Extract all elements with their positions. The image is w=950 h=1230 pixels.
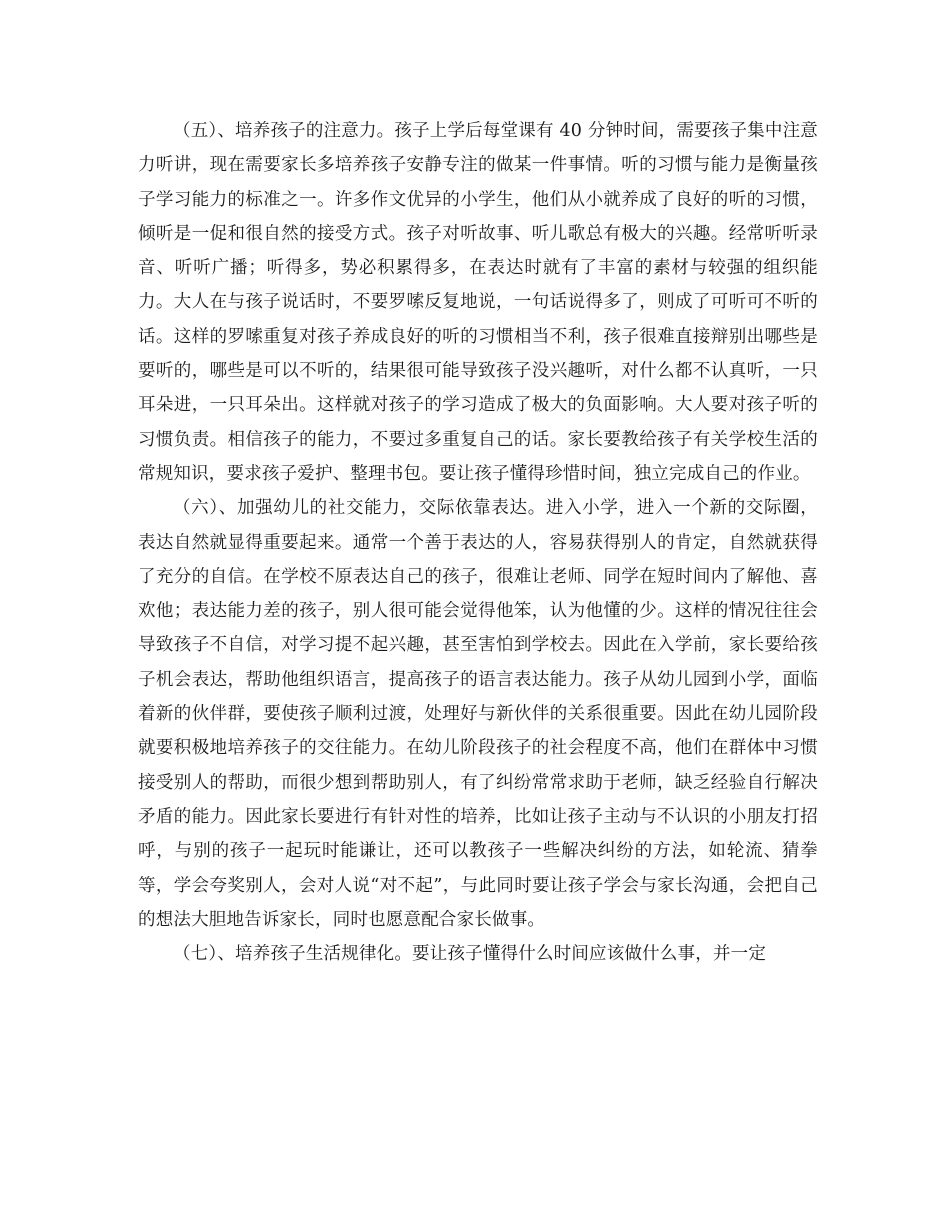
paragraph-six: （六）、加强幼儿的社交能力，交际依靠表达。进入小学，进入一个新的交际圈，表达自然就显得重要起来。通常一个善于表达的人，容易获得别人的肯定，自然就获得了充分的自信。在学校不原表达自己的孩子，很难让老师、同学在短时间内了解他、喜欢他；表达能力差的孩子，别人很可能会觉得他笨，认为他懂的少。这样的情况往往会导致孩子不自信，对学习提不起兴趣，甚至害怕到学校去。因此在入学前，家长要给孩子机会表达，帮助他组织语言，提高孩子的语言表达能力。孩子从幼儿园到小学，面临着新的伙伴群，要使孩子顺利过渡，处理好与新伙伴的关系很重要。因此在幼儿园阶段就要积极地培养孩子的交往能力。在幼儿阶段孩子的社会程度不高，他们在群体中习惯接受别人的帮助，而很少想到帮助别人，有了纠纷常常求助于老师，缺乏经验自行解决矛盾的能力。因此家长要进行有针对性的培养，比如让孩子主动与不认识的小朋友打招呼，与别的孩子一起玩时能谦让，还可以教孩子一些解决纠纷的方法，如轮流、猜拳等，学会夸奖别人，会对人说“对不起”，与此同时要让孩子学会与家长沟通，会把自己的想法大胆地告诉家长，同时也愿意配合家长做事。 [138,498,818,930]
document-body [138,114,818,971]
paragraph-five: （五）、培养孩子的注意力。孩子上学后每堂课有 40 分钟时间，需要孩子集中注意力听讲，现在需要家长多培养孩子安静专注的做某一件事情。听的习惯与能力是衡量孩子学习能力的标准之一。许多作文优异的小学生，他们从小就养成了良好的听的习惯，倾听是一促和很自然的接受方式。孩子对听故事、听儿歌总有极大的兴趣。经常听听录音、听听广播；听得多，势必积累得多，在表达时就有了丰富的素材与较强的组织能力。大人在与孩子说话时，不要罗嗦反复地说，一句话说得多了，则成了可听可不听的话。这样的罗嗦重复对孩子养成良好的听的习惯相当不利，孩子很难直接辩别出哪些是要听的，哪些是可以不听的，结果很可能导致孩子没兴趣听，对什么都不认真听，一只耳朵进，一只耳朵出。这样就对孩子的学习造成了极大的负面影响。大人要对孩子听的习惯负责。相信孩子的能力，不要过多重复自己的话。家长要教给孩子有关学校生活的常规知识，要求孩子爱护、整理书包。要让孩子懂得珍惜时间，独立完成自己的作业。 [138,121,818,484]
paragraph-seven: （七）、培养孩子生活规律化。要让孩子懂得什么时间应该做什么事，并一定 [173,944,767,965]
